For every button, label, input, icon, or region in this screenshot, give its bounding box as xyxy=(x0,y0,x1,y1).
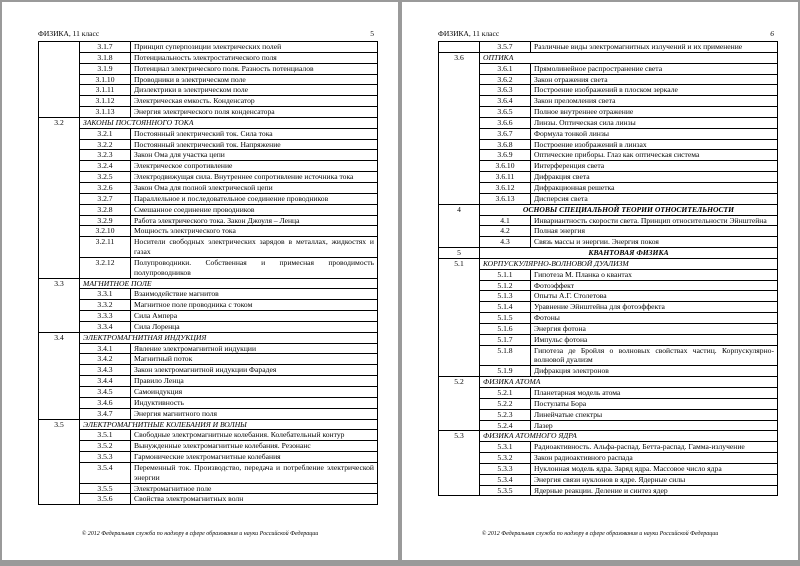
table-row xyxy=(39,85,378,96)
item-number: 5.2.3 xyxy=(480,409,531,420)
item-number: 4.1 xyxy=(480,215,531,226)
item-number: 5.1.8 xyxy=(480,345,531,366)
item-text: Смешанное соединение проводников xyxy=(131,204,378,215)
section-number: 4 xyxy=(439,204,480,247)
item-text: Свободные электромагнитные колебания. Колебательный контур xyxy=(131,430,378,441)
page-header xyxy=(438,29,778,38)
item-number: 3.1.10 xyxy=(80,74,131,85)
section-title: ЭЛЕКТРОМАГНИТНЫЕ КОЛЕБАНИЯ И ВОЛНЫ xyxy=(80,419,378,430)
item-number: 3.1.8 xyxy=(80,52,131,63)
section-row xyxy=(439,52,778,63)
item-text: Явление электромагнитной индукции xyxy=(131,343,378,354)
item-number: 3.5.3 xyxy=(80,452,131,463)
item-text: Оптические приборы. Глаз как оптическая система xyxy=(531,150,778,161)
table-row xyxy=(439,226,778,237)
curriculum-table xyxy=(38,41,378,505)
table-row xyxy=(439,269,778,280)
table-row xyxy=(39,257,378,278)
table-row xyxy=(39,107,378,118)
section-row xyxy=(439,431,778,442)
item-number: 3.4.7 xyxy=(80,408,131,419)
table-row xyxy=(39,226,378,237)
table-row xyxy=(439,139,778,150)
item-number: 5.1.7 xyxy=(480,334,531,345)
item-number: 5.2.4 xyxy=(480,420,531,431)
table-row xyxy=(39,74,378,85)
item-number: 5.1.6 xyxy=(480,323,531,334)
item-text: Гипотеза де Бройля о волновых свойствах частиц. Корпускулярно-волновой дуализм xyxy=(531,345,778,366)
item-number: 3.5.1 xyxy=(80,430,131,441)
item-number: 5.3.5 xyxy=(480,485,531,496)
section-number: 3.3 xyxy=(39,278,80,332)
item-number: 3.2.12 xyxy=(80,257,131,278)
item-number: 5.3.4 xyxy=(480,474,531,485)
table-row xyxy=(39,172,378,183)
item-text: Постоянный электрический ток. Сила тока xyxy=(131,128,378,139)
table-row xyxy=(39,311,378,322)
item-text: Закон Ома для участка цепи xyxy=(131,150,378,161)
item-text: Нуклонная модель ядра. Заряд ядра. Массовое число ядра xyxy=(531,463,778,474)
section-number xyxy=(439,42,480,53)
table-row xyxy=(439,442,778,453)
item-text: Самоиндукция xyxy=(131,387,378,398)
item-number: 3.4.4 xyxy=(80,376,131,387)
section-number: 5.3 xyxy=(439,431,480,496)
table-row xyxy=(39,494,378,505)
item-text: Электродвижущая сила. Внутреннее сопротивление источника тока xyxy=(131,172,378,183)
table-row xyxy=(39,96,378,107)
table-row xyxy=(39,376,378,387)
item-number: 3.3.1 xyxy=(80,289,131,300)
item-text: Дисперсия света xyxy=(531,193,778,204)
item-number: 5.2.2 xyxy=(480,398,531,409)
table-row xyxy=(439,313,778,324)
item-text: Потенциальность электростатического поля xyxy=(131,52,378,63)
item-text: Принцип суперпозиции электрических полей xyxy=(131,42,378,53)
page-5 xyxy=(2,2,398,560)
item-text: Полупроводники. Собственная и примесная проводимость полупроводников xyxy=(131,257,378,278)
section-number xyxy=(39,42,80,118)
item-number: 3.6.13 xyxy=(480,193,531,204)
item-number: 3.6.6 xyxy=(480,117,531,128)
table-row xyxy=(39,430,378,441)
chapter-row xyxy=(439,248,778,259)
item-text: Интерференция света xyxy=(531,161,778,172)
section-title: КОРПУСКУЛЯРНО-ВОЛНОВОЙ ДУАЛИЗМ xyxy=(480,258,778,269)
table-row xyxy=(39,387,378,398)
table-row xyxy=(39,354,378,365)
item-number: 5.1.5 xyxy=(480,313,531,324)
table-row xyxy=(39,161,378,172)
table-row xyxy=(439,345,778,366)
item-text: Энергия связи нуклонов в ядре. Ядерные силы xyxy=(531,474,778,485)
section-number: 3.2 xyxy=(39,117,80,278)
table-row xyxy=(439,388,778,399)
item-number: 5.3.2 xyxy=(480,453,531,464)
table-row xyxy=(439,366,778,377)
table-row xyxy=(39,483,378,494)
item-text: Дифракция света xyxy=(531,172,778,183)
item-text: Построение изображений в плоском зеркале xyxy=(531,85,778,96)
item-text: Различные виды электромагнитных излучений и их применение xyxy=(531,42,778,53)
item-number: 4.3 xyxy=(480,237,531,248)
item-number: 3.1.12 xyxy=(80,96,131,107)
section-row xyxy=(39,332,378,343)
page-number: 6 xyxy=(770,29,774,38)
table-row xyxy=(439,161,778,172)
item-text: Индуктивность xyxy=(131,397,378,408)
item-text: Импульс фотона xyxy=(531,334,778,345)
table-row xyxy=(39,300,378,311)
item-number: 4.2 xyxy=(480,226,531,237)
item-text: Проводники в электрическом поле xyxy=(131,74,378,85)
item-text: Электрическая емкость. Конденсатор xyxy=(131,96,378,107)
page-number: 5 xyxy=(370,29,374,38)
table-row xyxy=(39,215,378,226)
table-row xyxy=(439,280,778,291)
item-text: Опыты А.Г. Столетова xyxy=(531,291,778,302)
table-row xyxy=(439,323,778,334)
item-text: Дифракция электронов xyxy=(531,366,778,377)
table-row xyxy=(39,182,378,193)
item-text: Вынужденные электромагнитные колебания. Резонанс xyxy=(131,441,378,452)
item-text: Планетарная модель атома xyxy=(531,388,778,399)
table-row xyxy=(39,397,378,408)
item-text: Сила Ампера xyxy=(131,311,378,322)
table-row xyxy=(39,365,378,376)
section-number: 5.1 xyxy=(439,258,480,376)
table-row xyxy=(439,96,778,107)
table-row xyxy=(439,291,778,302)
item-number: 3.2.7 xyxy=(80,193,131,204)
page-footer: © 2012 Федеральная служба по надзору в сфере образования и науки Российской Федерации xyxy=(81,531,319,537)
item-text: Уравнение Эйнштейна для фотоэффекта xyxy=(531,302,778,313)
section-row xyxy=(39,278,378,289)
item-text: Ядерные реакции. Деление и синтез ядер xyxy=(531,485,778,496)
item-text: Энергия магнитного поля xyxy=(131,408,378,419)
item-text: Закон радиоактивного распада xyxy=(531,453,778,464)
item-number: 3.2.3 xyxy=(80,150,131,161)
item-text: Закон отражения света xyxy=(531,74,778,85)
item-number: 3.4.6 xyxy=(80,397,131,408)
item-text: Линзы. Оптическая сила линзы xyxy=(531,117,778,128)
item-text: Энергия электрического поля конденсатора xyxy=(131,107,378,118)
item-number: 3.2.9 xyxy=(80,215,131,226)
item-number: 3.6.2 xyxy=(480,74,531,85)
table-row xyxy=(439,107,778,118)
item-text: Построение изображений в линзах xyxy=(531,139,778,150)
item-text: Диэлектрики в электрическом поле xyxy=(131,85,378,96)
item-text: Инвариантность скорости света. Принцип относительности Эйнштейна xyxy=(531,215,778,226)
item-number: 5.2.1 xyxy=(480,388,531,399)
item-text: Потенциал электрического поля. Разность потенциалов xyxy=(131,63,378,74)
item-number: 3.4.2 xyxy=(80,354,131,365)
table-row xyxy=(39,128,378,139)
table-row xyxy=(39,52,378,63)
item-number: 5.3.3 xyxy=(480,463,531,474)
item-number: 3.1.9 xyxy=(80,63,131,74)
section-row xyxy=(39,419,378,430)
item-text: Переменный ток. Производство, передача и потребление электрической энергии xyxy=(131,462,378,483)
curriculum-table xyxy=(438,41,778,496)
item-number: 3.6.4 xyxy=(480,96,531,107)
item-number: 3.1.7 xyxy=(80,42,131,53)
table-row xyxy=(39,139,378,150)
item-number: 3.2.1 xyxy=(80,128,131,139)
table-row xyxy=(39,150,378,161)
item-text: Мощность электрического тока xyxy=(131,226,378,237)
table-row xyxy=(439,237,778,248)
table-row xyxy=(39,321,378,332)
item-number: 3.5.2 xyxy=(80,441,131,452)
table-row xyxy=(39,289,378,300)
item-number: 3.4.3 xyxy=(80,365,131,376)
item-number: 3.2.4 xyxy=(80,161,131,172)
section-number: 3.4 xyxy=(39,332,80,419)
item-number: 3.2.2 xyxy=(80,139,131,150)
section-title: ОПТИКА xyxy=(480,52,778,63)
section-number: 5 xyxy=(439,248,480,259)
table-row xyxy=(39,63,378,74)
section-title: ЗАКОНЫ ПОСТОЯННОГО ТОКА xyxy=(80,117,378,128)
item-number: 3.6.5 xyxy=(480,107,531,118)
table-row xyxy=(439,453,778,464)
table-row xyxy=(439,463,778,474)
table-row xyxy=(439,172,778,183)
item-text: Носители свободных электрических зарядов в металлах, жидкостях и газах xyxy=(131,237,378,258)
item-text: Линейчатые спектры xyxy=(531,409,778,420)
item-text: Прямолинейное распространение света xyxy=(531,63,778,74)
item-text: Полное внутреннее отражение xyxy=(531,107,778,118)
section-title: ФИЗИКА АТОМНОГО ЯДРА xyxy=(480,431,778,442)
section-title: ФИЗИКА АТОМА xyxy=(480,377,778,388)
item-number: 3.2.11 xyxy=(80,237,131,258)
item-text: Свойства электромагнитных волн xyxy=(131,494,378,505)
item-number: 3.5.7 xyxy=(480,42,531,53)
item-text: Правило Ленца xyxy=(131,376,378,387)
item-number: 3.6.7 xyxy=(480,128,531,139)
table-row xyxy=(439,302,778,313)
table-row xyxy=(39,204,378,215)
item-number: 3.6.12 xyxy=(480,182,531,193)
item-text: Гармонические электромагнитные колебания xyxy=(131,452,378,463)
item-number: 3.2.5 xyxy=(80,172,131,183)
table-row xyxy=(439,63,778,74)
item-number: 3.5.5 xyxy=(80,483,131,494)
item-number: 3.5.6 xyxy=(80,494,131,505)
table-row xyxy=(439,485,778,496)
table-row xyxy=(39,452,378,463)
item-number: 5.1.1 xyxy=(480,269,531,280)
item-number: 5.1.3 xyxy=(480,291,531,302)
table-row xyxy=(439,193,778,204)
item-text: Электромагнитное поле xyxy=(131,483,378,494)
item-number: 3.4.1 xyxy=(80,343,131,354)
item-text: Параллельное и последовательное соединение проводников xyxy=(131,193,378,204)
table-row xyxy=(439,128,778,139)
item-text: Связь массы и энергии. Энергия покоя xyxy=(531,237,778,248)
section-title: ЭЛЕКТРОМАГНИТНАЯ ИНДУКЦИЯ xyxy=(80,332,378,343)
section-number: 5.2 xyxy=(439,377,480,431)
table-row xyxy=(39,441,378,452)
item-number: 5.1.2 xyxy=(480,280,531,291)
section-title: КВАНТОВАЯ ФИЗИКА xyxy=(480,248,778,259)
section-number: 3.6 xyxy=(439,52,480,204)
item-text: Энергия фотона xyxy=(531,323,778,334)
section-number: 3.5 xyxy=(39,419,80,505)
item-number: 5.1.9 xyxy=(480,366,531,377)
item-text: Радиоактивность. Альфа-распад. Бетта-распад. Гамма-излучение xyxy=(531,442,778,453)
section-row xyxy=(439,258,778,269)
section-row xyxy=(439,377,778,388)
table-row xyxy=(439,398,778,409)
item-text: Магнитный поток xyxy=(131,354,378,365)
item-text: Постоянный электрический ток. Напряжение xyxy=(131,139,378,150)
item-number: 3.2.6 xyxy=(80,182,131,193)
table-row xyxy=(39,193,378,204)
item-number: 3.6.3 xyxy=(480,85,531,96)
item-number: 3.2.10 xyxy=(80,226,131,237)
table-row xyxy=(439,409,778,420)
item-text: Формула тонкой линзы xyxy=(531,128,778,139)
table-row xyxy=(39,343,378,354)
item-number: 3.5.4 xyxy=(80,462,131,483)
chapter-row xyxy=(439,204,778,215)
table-row xyxy=(439,182,778,193)
item-text: Сила Лоренца xyxy=(131,321,378,332)
table-row xyxy=(439,117,778,128)
table-row xyxy=(39,462,378,483)
item-text: Постулаты Бора xyxy=(531,398,778,409)
section-title: МАГНИТНОЕ ПОЛЕ xyxy=(80,278,378,289)
item-number: 3.6.1 xyxy=(480,63,531,74)
item-text: Лазер xyxy=(531,420,778,431)
table-row xyxy=(439,334,778,345)
item-text: Закон электромагнитной индукции Фарадея xyxy=(131,365,378,376)
item-number: 3.6.11 xyxy=(480,172,531,183)
item-number: 3.4.5 xyxy=(80,387,131,398)
item-text: Фотоны xyxy=(531,313,778,324)
item-number: 3.6.10 xyxy=(480,161,531,172)
item-text: Работа электрического тока. Закон Джоуля – Ленца xyxy=(131,215,378,226)
item-number: 3.1.11 xyxy=(80,85,131,96)
item-number: 3.3.2 xyxy=(80,300,131,311)
table-row xyxy=(439,150,778,161)
item-number: 3.6.9 xyxy=(480,150,531,161)
item-number: 3.3.4 xyxy=(80,321,131,332)
table-row xyxy=(39,408,378,419)
table-row xyxy=(39,42,378,53)
item-text: Дифракционная решетка xyxy=(531,182,778,193)
item-text: Магнитное поле проводника с током xyxy=(131,300,378,311)
item-number: 5.3.1 xyxy=(480,442,531,453)
table-row xyxy=(439,215,778,226)
header-title: ФИЗИКА, 11 класс xyxy=(38,29,100,38)
item-text: Закон преломления света xyxy=(531,96,778,107)
page-header xyxy=(38,29,378,38)
header-title: ФИЗИКА, 11 класс xyxy=(438,29,500,38)
table-row xyxy=(439,85,778,96)
table-row xyxy=(39,237,378,258)
table-row xyxy=(439,42,778,53)
item-text: Закон Ома для полной электрической цепи xyxy=(131,182,378,193)
section-title: ОСНОВЫ СПЕЦИАЛЬНОЙ ТЕОРИИ ОТНОСИТЕЛЬНОСТИ xyxy=(480,204,778,215)
section-row xyxy=(39,117,378,128)
item-text: Полная энергия xyxy=(531,226,778,237)
item-number: 3.1.13 xyxy=(80,107,131,118)
item-number: 3.3.3 xyxy=(80,311,131,322)
item-text: Гипотеза М. Планка о квантах xyxy=(531,269,778,280)
item-number: 5.1.4 xyxy=(480,302,531,313)
page-footer: © 2012 Федеральная служба по надзору в сфере образования и науки Российской Федерации xyxy=(481,531,719,537)
table-row xyxy=(439,74,778,85)
item-text: Взаимодействие магнитов xyxy=(131,289,378,300)
item-text: Фотоэффект xyxy=(531,280,778,291)
item-number: 3.6.8 xyxy=(480,139,531,150)
table-row xyxy=(439,474,778,485)
item-number: 3.2.8 xyxy=(80,204,131,215)
item-text: Электрическое сопротивление xyxy=(131,161,378,172)
table-row xyxy=(439,420,778,431)
page-6 xyxy=(402,2,798,560)
